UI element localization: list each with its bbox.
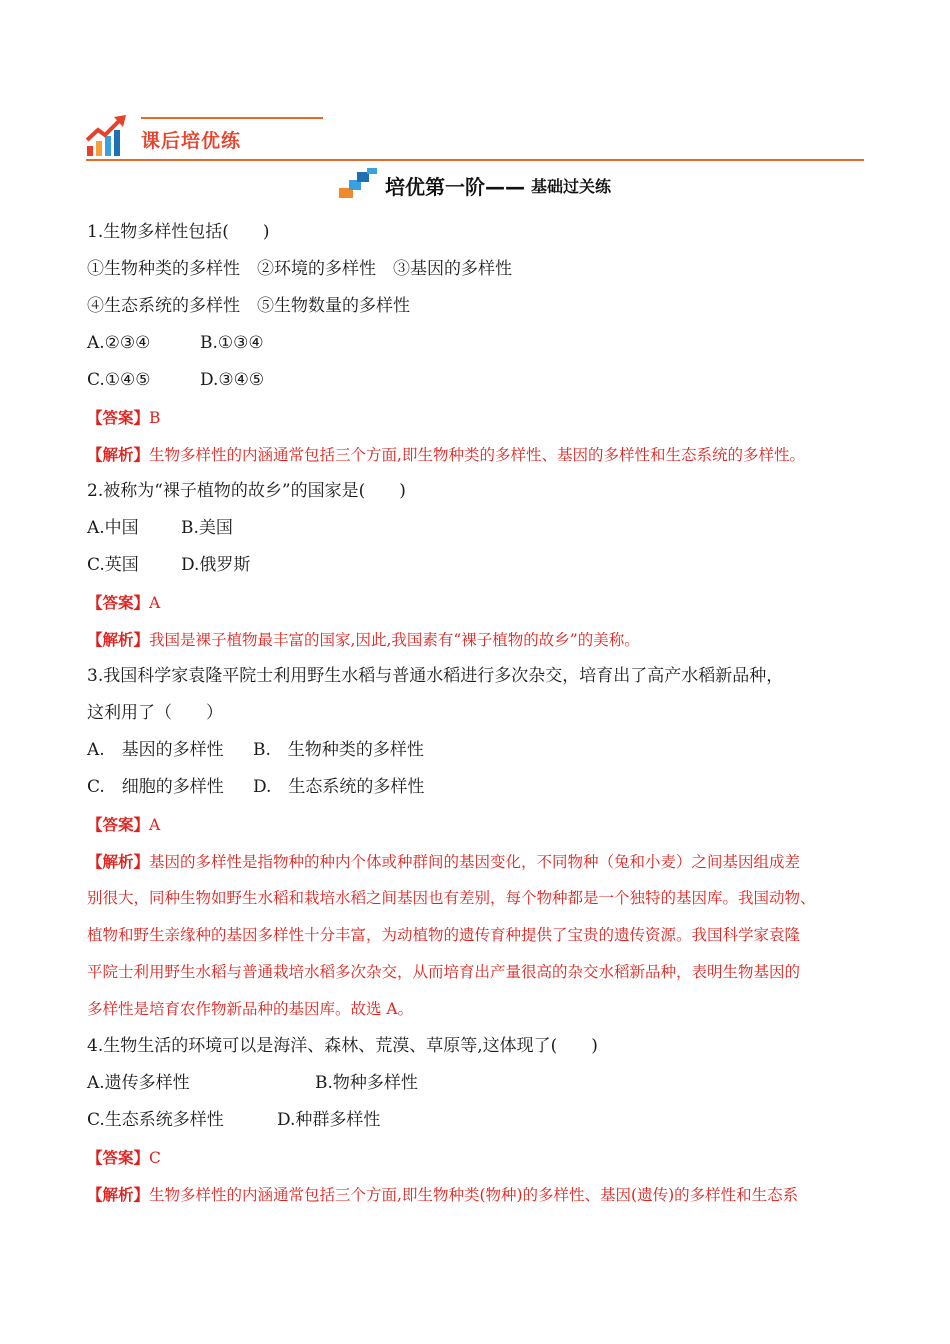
option-a: A.遗传多样性 bbox=[87, 1073, 190, 1093]
analysis bbox=[87, 621, 867, 658]
analysis-text: 平院士利用野生水稻与普通栽培水稻多次杂交，从而培育出产量很高的杂交水稻新品种，表明生物基因的 bbox=[87, 963, 801, 981]
answer-tag: 【答案】 bbox=[87, 1148, 150, 1167]
answer bbox=[87, 1139, 867, 1176]
analysis-text: 植物和野生亲缘种的基因多样性十分丰富，为动植物的遗传育种提供了宝贵的遗传资源。我国科学家袁隆 bbox=[87, 926, 801, 944]
analysis bbox=[87, 843, 867, 880]
option-b: B.美国 bbox=[181, 518, 233, 538]
answer-tag: 【答案】 bbox=[87, 408, 150, 427]
option-row bbox=[87, 362, 867, 399]
option-row bbox=[87, 1065, 867, 1102]
option-row bbox=[87, 510, 867, 547]
question-statement: ④生态系统的多样性 ⑤生物数量的多样性 bbox=[87, 296, 410, 316]
option-row bbox=[87, 769, 867, 806]
question-2 bbox=[87, 473, 867, 658]
option-row bbox=[87, 1102, 867, 1139]
option-c: C.①④⑤ bbox=[87, 370, 151, 390]
answer-tag: 【答案】 bbox=[87, 593, 150, 612]
option-a: A.中国 bbox=[87, 518, 139, 538]
analysis-text: 生物多样性的内涵通常包括三个方面,即生物种类(物种)的多样性、基因(遗传)的多样性和生态系 bbox=[149, 1186, 799, 1204]
question-statement: ①生物种类的多样性 ②环境的多样性 ③基因的多样性 bbox=[87, 259, 512, 279]
section-title-sub: 基础过关练 bbox=[530, 176, 611, 196]
answer-tag: 【答案】 bbox=[87, 815, 150, 834]
question-stem: 1.生物多样性包括( ) bbox=[87, 222, 270, 242]
option-row bbox=[87, 732, 867, 769]
answer-value: A bbox=[149, 594, 161, 612]
option-d: D. 生态系统的多样性 bbox=[253, 777, 425, 797]
analysis-text: 多样性是培育农作物新品种的基因库。故选 A。 bbox=[87, 1000, 414, 1018]
option-b: B.①③④ bbox=[200, 333, 264, 353]
header-divider bbox=[86, 159, 864, 161]
question-stem: 3.我国科学家袁隆平院士利用野生水稻与普通水稻进行多次杂交，培育出了高产水稻新品种， bbox=[87, 666, 784, 686]
analysis-tag: 【解析】 bbox=[87, 630, 150, 649]
question-stem-continued: 这利用了（ ） bbox=[87, 703, 223, 723]
question-4 bbox=[87, 1028, 867, 1213]
answer bbox=[87, 806, 867, 843]
page-header bbox=[86, 112, 864, 162]
analysis bbox=[87, 1176, 867, 1213]
analysis-tag: 【解析】 bbox=[87, 445, 150, 464]
answer bbox=[87, 399, 867, 436]
option-d: D.种群多样性 bbox=[277, 1110, 381, 1130]
option-c: C.生态系统多样性 bbox=[87, 1110, 224, 1130]
option-row bbox=[87, 547, 867, 584]
answer-value: C bbox=[149, 1149, 161, 1167]
analysis-text: 我国是裸子植物最丰富的国家,因此,我国素有“裸子植物的故乡”的美称。 bbox=[149, 631, 640, 649]
option-d: D.俄罗斯 bbox=[181, 555, 251, 575]
question-1 bbox=[87, 214, 867, 473]
option-c: C.英国 bbox=[87, 555, 139, 575]
analysis-tag: 【解析】 bbox=[87, 852, 150, 871]
question-3 bbox=[87, 658, 867, 1028]
analysis bbox=[87, 436, 867, 473]
question-stem: 2.被称为“裸子植物的故乡”的国家是( ) bbox=[87, 481, 406, 501]
option-a: A.②③④ bbox=[87, 333, 151, 353]
question-list bbox=[87, 214, 867, 1213]
option-d: D.③④⑤ bbox=[200, 370, 265, 390]
option-row bbox=[87, 325, 867, 362]
section-title-main: 培优第一阶—— bbox=[384, 174, 525, 199]
answer bbox=[87, 584, 867, 621]
answer-value: A bbox=[149, 816, 161, 834]
analysis-text: 别很大，同种生物如野生水稻和栽培水稻之间基因也有差别，每个物种都是一个独特的基因库。我国动物、 bbox=[87, 889, 816, 907]
option-c: C. 细胞的多样性 bbox=[87, 777, 224, 797]
option-a: A. 基因的多样性 bbox=[87, 740, 224, 760]
analysis-text: 生物多样性的内涵通常包括三个方面,即生物种类的多样性、基因的多样性和生态系统的多样性。 bbox=[149, 446, 805, 464]
header-title: 课后培优练 bbox=[141, 130, 242, 152]
growth-chart-icon bbox=[86, 114, 128, 158]
stairs-icon bbox=[339, 168, 379, 202]
option-b: B.物种多样性 bbox=[315, 1073, 418, 1093]
analysis-tag: 【解析】 bbox=[87, 1185, 150, 1204]
option-b: B. 生物种类的多样性 bbox=[253, 740, 424, 760]
section-title bbox=[0, 168, 950, 206]
question-stem: 4.生物生活的环境可以是海洋、森林、荒漠、草原等,这体现了( ) bbox=[87, 1036, 598, 1056]
header-top-line bbox=[141, 117, 323, 119]
answer-value: B bbox=[149, 409, 161, 427]
analysis-text: 基因的多样性是指物种的种内个体或种群间的基因变化，不同物种（兔和小麦）之间基因组成差 bbox=[149, 853, 801, 871]
